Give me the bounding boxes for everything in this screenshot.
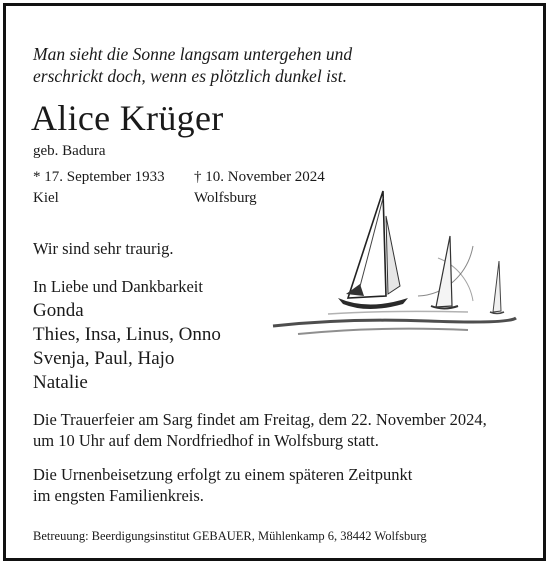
urn-line-2: im engsten Familienkreis.	[33, 486, 204, 505]
family-intro: In Liebe und Dankbarkeit	[33, 277, 203, 296]
obituary-frame	[3, 3, 546, 561]
death-date: † 10. November 2024	[194, 169, 325, 185]
verse-line-2: erschrickt doch, wenn es plötzlich dunkel ist.	[33, 66, 347, 86]
verse-line-1: Man sieht die Sonne langsam untergehen und	[33, 44, 353, 64]
birth-place: Kiel	[33, 190, 59, 206]
funeral-home-footer: Betreuung: Beerdigungsinstitut GEBAUER, Mühlenkamp 6, 38442 Wolfsburg	[33, 529, 427, 543]
sailboat-illustration	[268, 186, 518, 346]
family-line: Gonda	[33, 300, 84, 321]
sad-line: Wir sind sehr traurig.	[33, 239, 174, 258]
urn-line-1: Die Urnenbeisetzung erfolgt zu einem späteren Zeitpunkt	[33, 465, 413, 484]
birth-date: * 17. September 1933	[33, 169, 165, 185]
deceased-name: Alice Krüger	[31, 98, 224, 138]
maiden-name: geb. Badura	[33, 143, 106, 159]
service-line-1: Die Trauerfeier am Sarg findet am Freitag, dem 22. November 2024,	[33, 410, 487, 429]
family-line: Natalie	[33, 372, 88, 393]
family-line: Svenja, Paul, Hajo	[33, 348, 175, 369]
death-place: Wolfsburg	[194, 190, 257, 206]
service-line-2: um 10 Uhr auf dem Nordfriedhof in Wolfsburg statt.	[33, 431, 379, 450]
family-line: Thies, Insa, Linus, Onno	[33, 324, 221, 345]
